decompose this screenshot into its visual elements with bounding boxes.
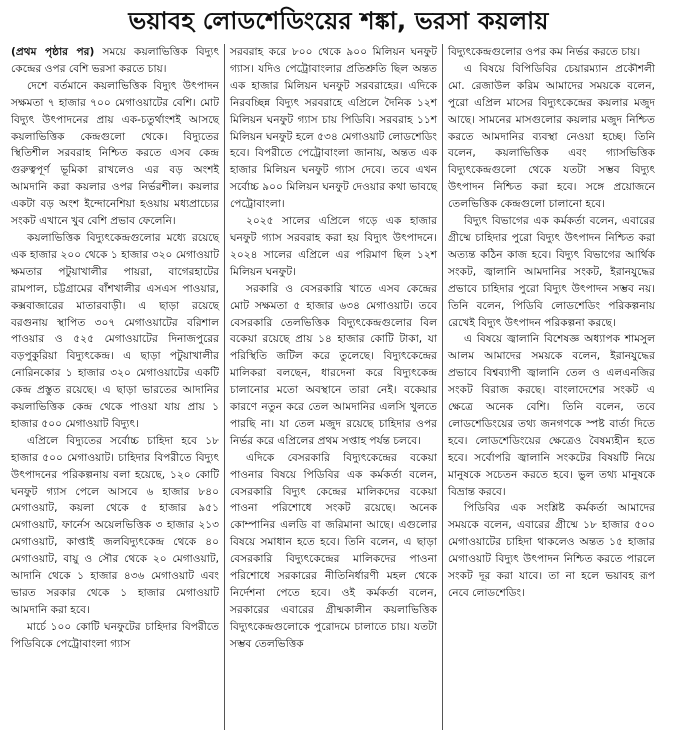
- article-columns: [6, 44, 671, 730]
- paragraph: সরবরাহ করে ৮০০ থেকে ৯০০ মিলিয়ন ঘনফুট গ্যাস। যদিও পেট্রোবাংলার প্রতিশ্রুতি ছিল অন্তত এক হাজার মিলিয়ন ঘনফুট সরবরাহের। এদিকে নিরবচ্ছিন্ন বিদ্যুৎ সরবরাহে এপ্রিলে দৈনিক ১২শ মিলিয়ন ঘনফুট গ্যাস চায় পিডিবি। সরবরাহ ১১শ মিলিয়ন ঘনফুট হলে ৫৩৪ মেগাওয়াট লোডশেডিং হবে। বিপরীতে পেট্রোবাংলা জানায়, অন্তত এক হাজার মিলিয়ন ঘনফুট গ্যাস দেবে। তবে এখন সর্বোচ্চ ৯০০ মিলিয়ন ঘনফুট দেওয়ার কথা ভাবছে পেট্রোবাংলা।: [230, 46, 437, 211]
- paragraph: এ বিষয়ে বিপিডিবির চেয়ারম্যান প্রকৌশলী মো. রেজাউল করিম আমাদের সময়কে বলেন, পুরো এপ্রিল মাসের বিদ্যুৎকেন্দ্রের কয়লার মজুদ আছে। সামনের মাসগুলোর কয়লার মজুদ নিশ্চিত করতে আমদানির ব্যবস্থা নেওয়া হচ্ছে। তিনি বলেন, কয়লাভিত্তিক এবং গ্যাসভিত্তিক বিদ্যুৎকেন্দ্রগুলো থেকে যতটা সম্ভব বিদ্যুৎ উৎপাদন নিশ্চিত করা হবে। সঙ্গে প্রয়োজনে তেলভিত্তিক কেন্দ্রগুলো চালানো হবে।: [448, 62, 655, 211]
- column-1: [6, 44, 224, 730]
- paragraph: ২০২৫ সালের এপ্রিলে গড়ে এক হাজার ঘনফুট গ্যাস সরবরাহ করা হয় বিদ্যুৎ উৎপাদনে। ২০২৪ সালের এপ্রিলে এর পরিমাণ ছিল ১২শ মিলিয়ন ঘনফুট।: [230, 215, 437, 278]
- paragraph: দেশে বর্তমানে কয়লাভিত্তিক বিদ্যুৎ উৎপাদন সক্ষমতা ৭ হাজার ৭০০ মেগাওয়াটের বেশি। মোট বিদ্যুৎ উৎপাদনের প্রায় এক-চতুর্থাংশই আসছে কয়লাভিত্তিক কেন্দ্রগুলো থেকে। বিদ্যুতের স্থিতিশীল সরবরাহ নিশ্চিত করতে এসব কেন্দ্র গুরুত্বপূর্ণ ভূমিকা রাখলেও এর বড় অংশই আমদানি করা কয়লার ওপর নির্ভরশীল। কয়লার একটা বড় অংশ ইন্দোনেশিয়া হওয়ায় মধ্যপ্রাচ্যের সংকট এখানে খুব বেশি প্রভাব ফেলেনি।: [11, 79, 219, 228]
- column-3: [442, 44, 660, 730]
- paragraph: বিদ্যুৎকেন্দ্রগুলোর ওপর কম নির্ভর করতে চায়।: [448, 46, 641, 58]
- paragraph-text: সময়ে কয়লাভিত্তিক বিদ্যুৎ কেন্দ্রের ওপর বেশি ভরসা করতে চায়।: [11, 46, 219, 75]
- column-2: [224, 44, 442, 730]
- paragraph: সরকারি ও বেসরকারি খাতে এসব কেন্দ্রের মোট সক্ষমতা ৫ হাজার ৬৩৪ মেগাওয়াট। তবে বেসরকারি তেলভিত্তিক বিদ্যুৎকেন্দ্রগুলোর বিল বকেয়া রয়েছে প্রায় ১৪ হাজার কোটি টাকা, যা পরিস্থিতি জটিল করে তুলেছে। বিদ্যুৎকেন্দ্রের মালিকরা বলছেন, ধারদেনা করে বিদ্যুৎকেন্দ্র চালানোর মতো অবস্থানে তারা নেই। বকেয়ার কারণে নতুন করে তেল আমদানির এলসি খুলতে পারছি না। যা তেল মজুদ রয়েছে চাহিদার ওপর নির্ভর করে এপ্রিলের প্রথম সপ্তাহ পর্যন্ত চলবে।: [230, 282, 437, 447]
- paragraph: কয়লাভিত্তিক বিদ্যুৎকেন্দ্রগুলোর মধ্যে রয়েছে এক হাজার ২০০ থেকে ১ হাজার ৩২০ মেগাওয়াট ক্ষমতার পটুয়াখালীর পায়রা, বাগেরহাটের রামপাল, চট্টগ্রামের বাঁশখালীর এসএস পাওয়ার, কক্সবাজারের মাতারবাড়ী। এ ছাড়া রয়েছে বরগুনায় স্থাপিত ৩০৭ মেগাওয়াটের বরিশাল পাওয়ার ও ৫২৫ মেগাওয়াটের দিনাজপুরের বড়পুকুরিয়া বিদ্যুৎকেন্দ্র। এ ছাড়া পটুয়াখালীর নোরিনকোর ১ হাজার ৩২০ মেগাওয়াটের একটি কেন্দ্র প্রস্তুত রয়েছে। এ ছাড়া ভারতের আদানির কয়লাভিত্তিক কেন্দ্র থেকে পাওয়া যায় প্রায় ১ হাজার ৫০০ মেগাওয়াট বিদ্যুৎ।: [11, 231, 219, 430]
- paragraph: [11, 44, 219, 78]
- paragraph: মার্চে ১০০ কোটি ঘনফুটের চাহিদার বিপরীতে পিডিবিকে পেট্রোবাংলা গ্যাস: [11, 620, 219, 650]
- paragraph: এপ্রিলে বিদ্যুতের সর্বোচ্চ চাহিদা হবে ১৮ হাজার ৫০০ মেগাওয়াট। চাহিদার বিপরীতে বিদ্যুৎ উৎপাদনের পরিকল্পনায় বলা হয়েছে, ১২০ কোটি ঘনফুট গ্যাস পেলে আসবে ৬ হাজার ৮৪০ মেগাওয়াট, কয়লা থেকে ৫ হাজার ৯৫১ মেগাওয়াট, ফার্নেস অয়েলভিত্তিক ৩ হাজার ২১৩ মেগাওয়াট, কাপ্তাই জলবিদ্যুৎকেন্দ্র থেকে ৪০ মেগাওয়াট, বায়ু ও সৌর থেকে ২০ মেগাওয়াট, আদানি থেকে ১ হাজার ৪৩৬ মেগাওয়াট এবং ভারত সরকার থেকে ১ হাজার মেগাওয়াট আমদানি করা হবে।: [11, 434, 219, 616]
- paragraph: পিডিবির এক সংশ্লিষ্ট কর্মকর্তা আমাদের সময়কে বলেন, এবারের গ্রীষ্মে ১৮ হাজার ৫০০ মেগাওয়াটের চাহিদা থাকলেও অন্তত ১৫ হাজার মেগাওয়াট বিদ্যুৎ উৎপাদন নিশ্চিত করতে পারলে সংকট দূর করা যাবে। তা না হলে ভয়াবহ রূপ নেবে লোডশেডিং।: [448, 502, 655, 599]
- paragraph: বিদ্যুৎ বিভাগের এক কর্মকর্তা বলেন, এবারের গ্রীষ্মে চাহিদার পুরো বিদ্যুৎ উৎপাদন নিশ্চিত করা অত্যন্ত কঠিন কাজ হবে। বিদ্যুৎ বিভাগের আর্থিক সংকট, জ্বালানি আমদানির সংকট, ইরানযুদ্ধের প্রভাবে চাহিদার পুরো বিদ্যুৎ উৎপাদন সম্ভব নয়। তিনি বলেন, পিডিবি লোডশেডিং পরিকল্পনায় রেখেই বিদ্যুৎ উৎপাদন পরিকল্পনা করছে।: [448, 215, 655, 329]
- paragraph: এদিকে বেসরকারি বিদ্যুৎকেন্দ্রের বকেয়া পাওনার বিষয়ে পিডিবির এক কর্মকর্তা বলেন, বেসরকারি বিদ্যুৎ কেন্দ্রের মালিকদের বকেয়া পাওনা পরিশোধে সংকট রয়েছে। অনেক কোম্পানির এলডি বা জরিমানা আছে। এগুলোর বিষয়ে সমাধান হতে হবে। তিনি বলেন, এ ছাড়া বেসরকারি বিদ্যুৎকেন্দ্রের মালিকদের পাওনা পরিশোধে সরকারের নীতিনির্ধারণী মহল থেকে নির্দেশনা পেতে হবে। ওই কর্মকর্তা বলেন, সরকারের এবারের গ্রীষ্মকালীন কয়লাভিত্তিক বিদ্যুৎকেন্দ্রগুলোকে পুরোদমে চালাতে চায়। যতটা সম্ভব তেলভিত্তিক: [230, 451, 437, 650]
- headline: ভয়াবহ লোডশেডিংয়ের শঙ্কা, ভরসা কয়লায়: [128, 7, 549, 35]
- paragraph: এ বিষয়ে জ্বালানি বিশেষজ্ঞ অধ্যাপক শামসুল আলম আমাদের সময়কে বলেন, ইরানযুদ্ধের প্রভাবে বিশ্বব্যাপী জ্বালানি তেল ও এলএনজির সংকট বিরাজ করছে। বাংলাদেশের সংকট এ ক্ষেত্রে অনেক বেশি। তিনি বলেন, তবে লোডশেডিংয়ের তথ্য জনগণকে স্পষ্ট বার্তা দিতে হবে। লোডশেডিংয়ের ক্ষেত্রেও বৈষম্যহীন হতে হবে। সর্বোপরি জ্বালানি সংকটের বিষয়টি নিয়ে মানুষকে সচেতন করতে হবে। ভুল তথ্য মানুষকে বিভ্রান্ত করবে।: [448, 333, 655, 498]
- continuation-label: (প্রথম পৃষ্ঠার পর): [11, 46, 95, 58]
